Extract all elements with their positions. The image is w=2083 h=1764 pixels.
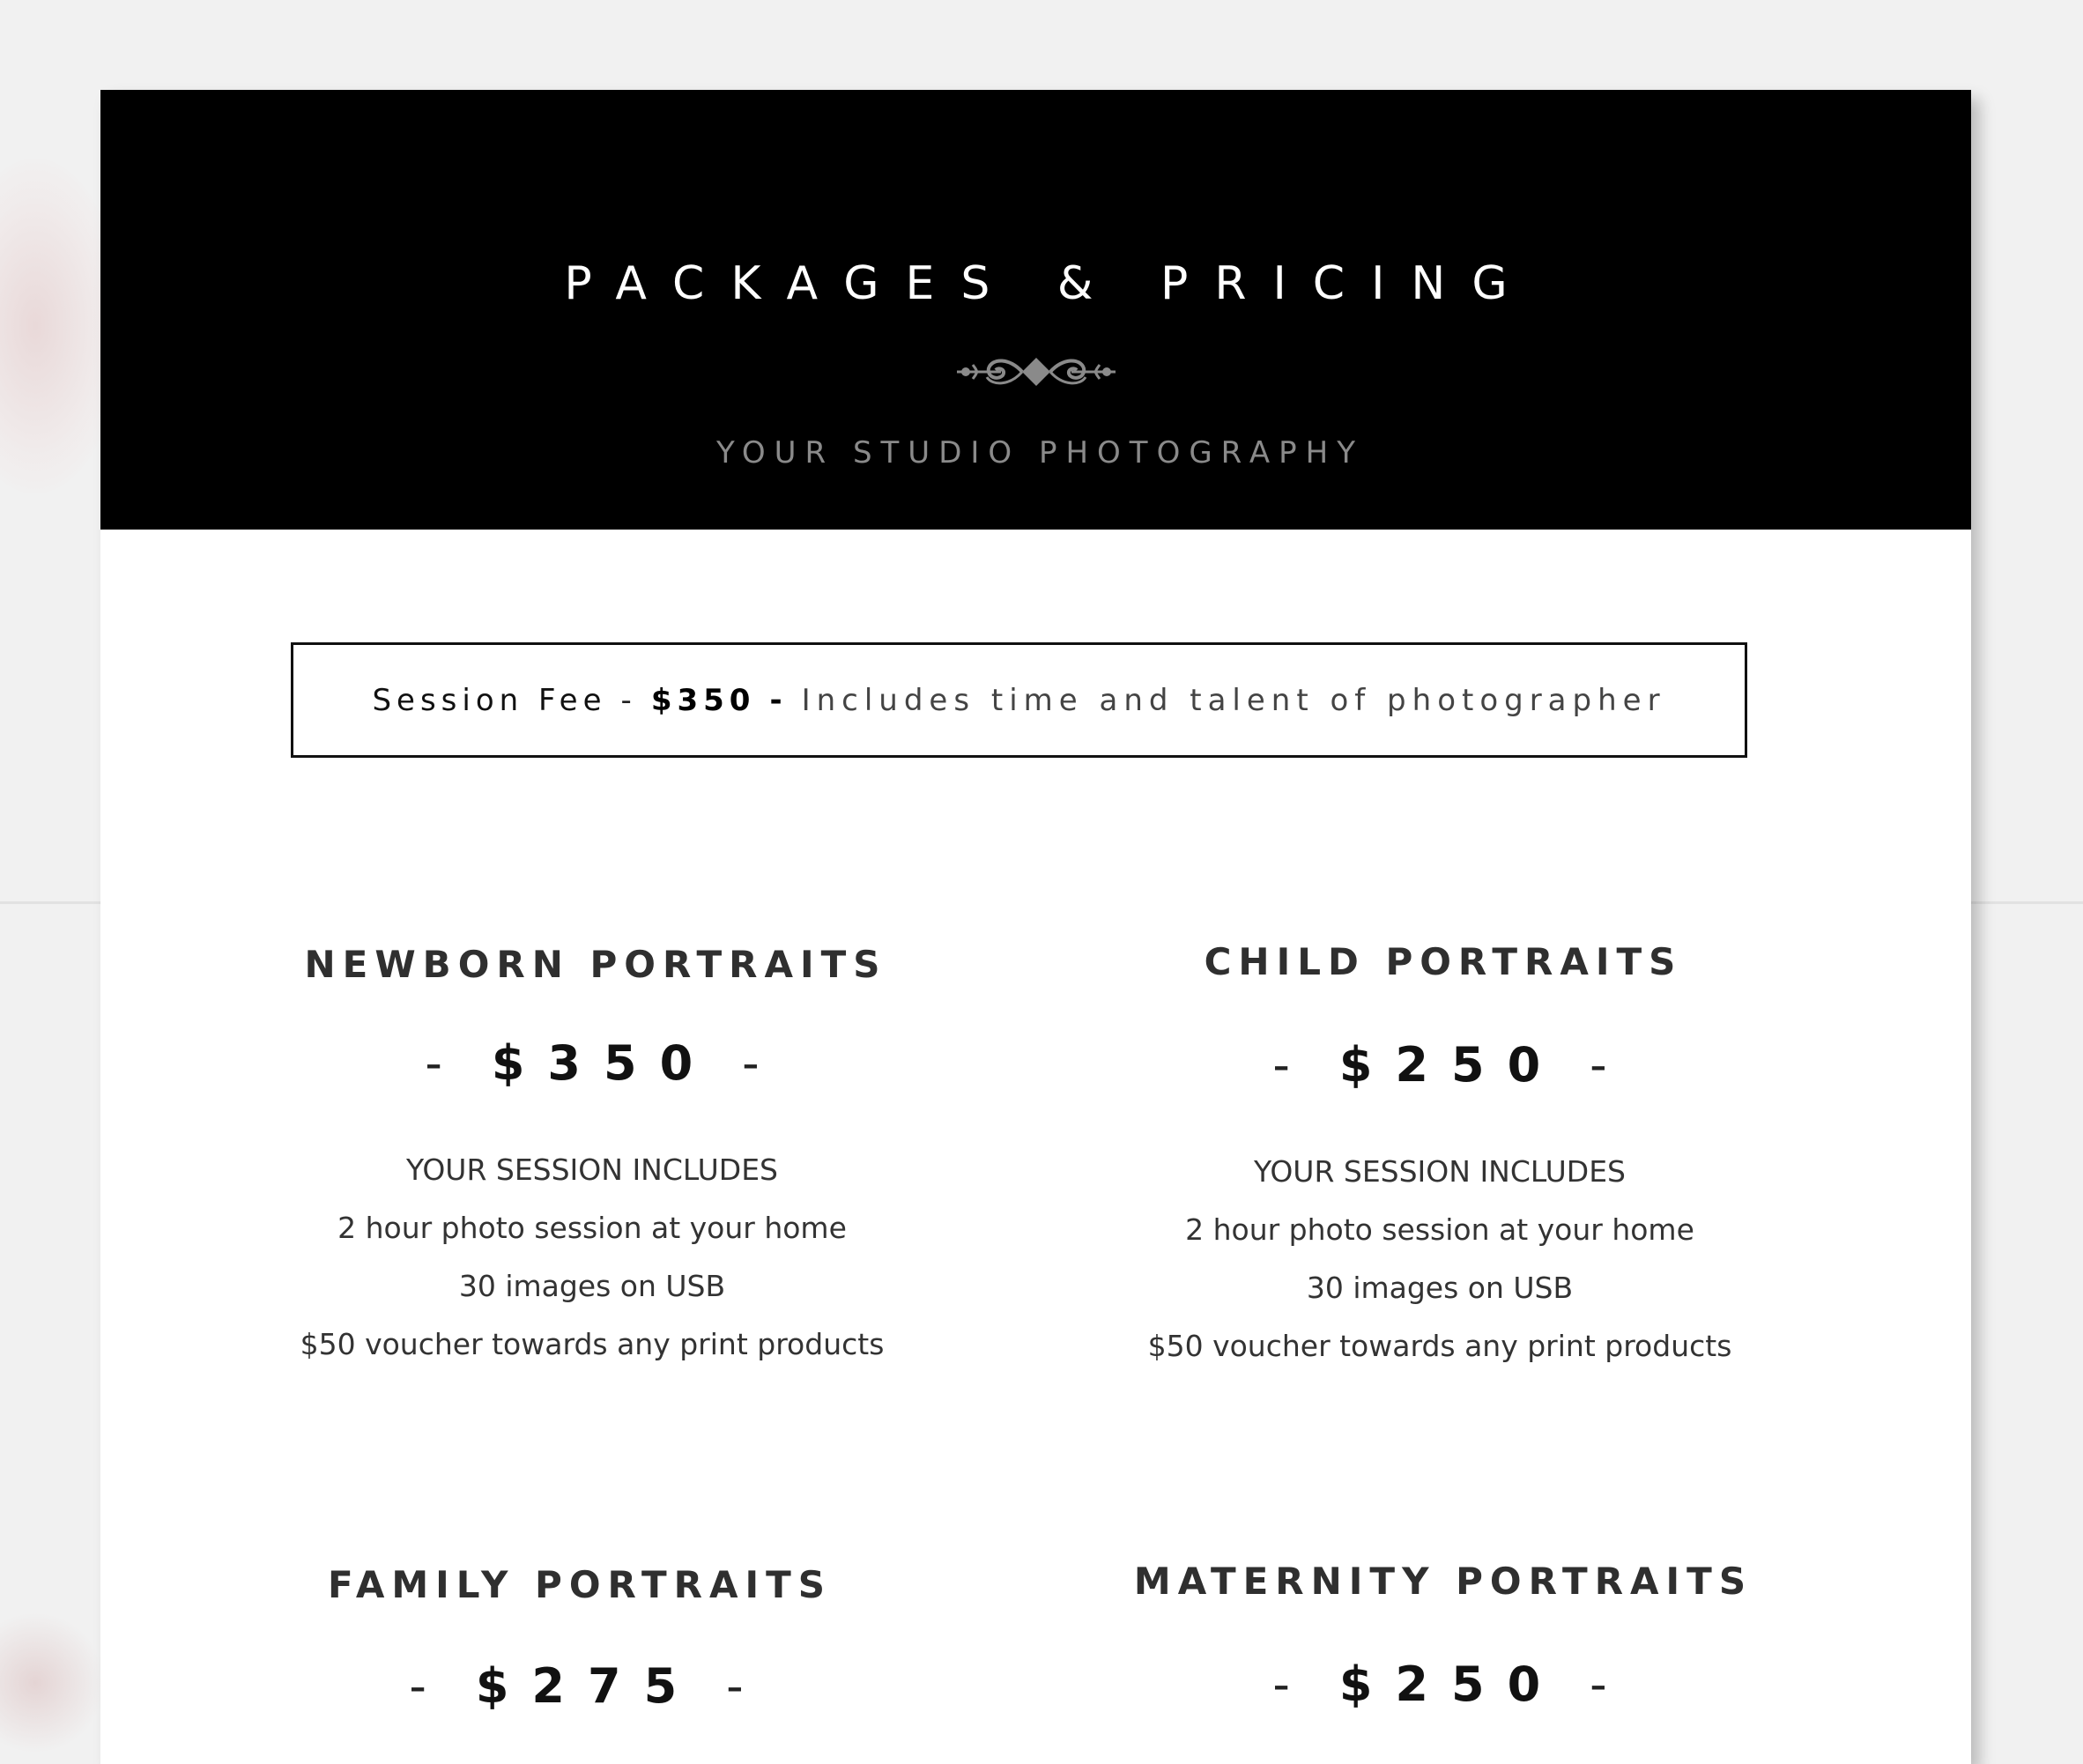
package-includes-list bbox=[213, 1141, 971, 1374]
package-name: MATERNITY PORTRAITS bbox=[1133, 1560, 1753, 1603]
list-item: YOUR SESSION INCLUDES bbox=[1253, 1154, 1627, 1189]
session-fee-box bbox=[291, 642, 1747, 758]
package-name: NEWBORN PORTRAITS bbox=[304, 943, 887, 986]
price-amount: $250 bbox=[1338, 1657, 1564, 1712]
price-amount: $350 bbox=[491, 1035, 716, 1091]
session-fee-amount: $350 bbox=[650, 682, 756, 718]
studio-name: YOUR STUDIO PHOTOGRAPHY bbox=[715, 435, 1365, 471]
package-family bbox=[197, 1563, 955, 1715]
list-item: 2 hour photo session at your home bbox=[337, 1211, 847, 1245]
flourish-ornament-icon bbox=[948, 345, 1124, 398]
package-price bbox=[1061, 1657, 1819, 1713]
header-banner bbox=[100, 90, 1971, 530]
session-fee-description: Includes time and talent of photographer bbox=[801, 682, 1666, 718]
package-name: FAMILY PORTRAITS bbox=[327, 1563, 832, 1606]
price-dash-right: - bbox=[742, 1035, 782, 1091]
package-newborn bbox=[213, 943, 971, 1388]
package-price bbox=[1061, 1037, 1819, 1093]
list-item: YOUR SESSION INCLUDES bbox=[405, 1153, 779, 1187]
session-fee-separator-2: - bbox=[769, 682, 788, 718]
pricing-sheet bbox=[100, 90, 1971, 1764]
price-dash-left: - bbox=[1272, 1657, 1313, 1712]
package-includes-list bbox=[1061, 1143, 1819, 1375]
list-item: 2 hour photo session at your home bbox=[1185, 1212, 1694, 1247]
session-fee-label: Session Fee bbox=[372, 682, 607, 718]
price-dash-left: - bbox=[425, 1035, 465, 1091]
list-item: 30 images on USB bbox=[458, 1269, 726, 1303]
price-dash-left: - bbox=[1272, 1037, 1313, 1093]
list-item: 30 images on USB bbox=[1306, 1271, 1574, 1305]
price-amount: $275 bbox=[475, 1658, 701, 1714]
price-amount: $250 bbox=[1338, 1037, 1564, 1093]
price-dash-right: - bbox=[1590, 1037, 1630, 1093]
list-item: $50 voucher towards any print products bbox=[300, 1327, 885, 1361]
price-dash-left: - bbox=[409, 1658, 449, 1714]
price-dash-right: - bbox=[726, 1658, 767, 1714]
price-dash-right: - bbox=[1590, 1657, 1630, 1712]
package-name: CHILD PORTRAITS bbox=[1204, 940, 1683, 983]
package-price bbox=[197, 1658, 955, 1715]
package-maternity bbox=[1061, 1560, 1819, 1713]
package-price bbox=[213, 1035, 971, 1092]
background-fabric-corner bbox=[0, 1612, 106, 1753]
session-fee-separator: - bbox=[620, 682, 637, 718]
package-child bbox=[1061, 940, 1819, 1390]
page-title: PACKAGES & PRICING bbox=[564, 257, 1534, 310]
list-item: $50 voucher towards any print products bbox=[1147, 1329, 1732, 1363]
